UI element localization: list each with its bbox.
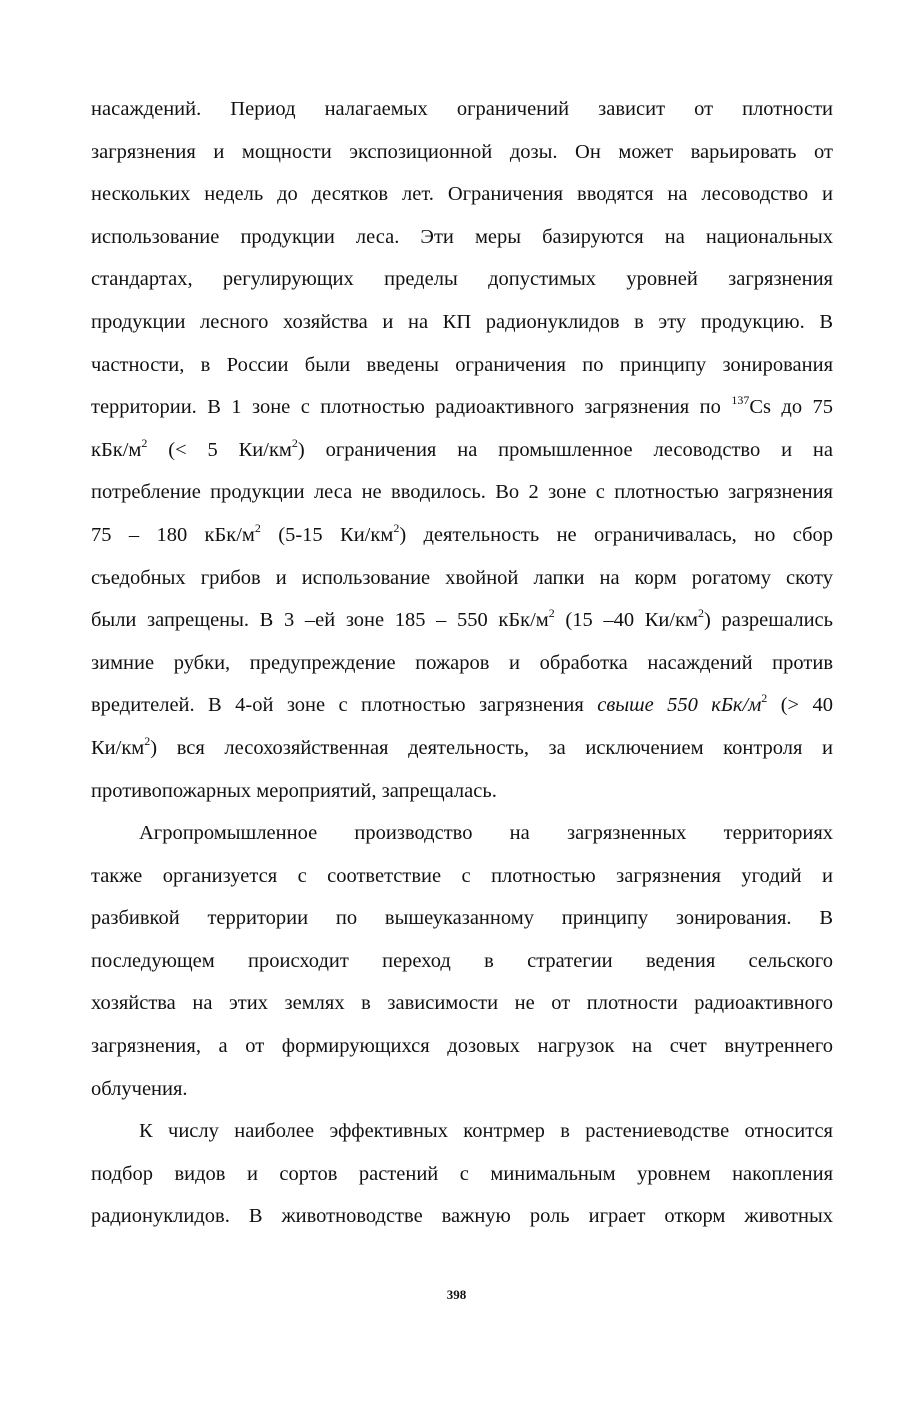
text-line: последующем происходит переход в стратегии ведения сельского	[91, 949, 833, 972]
text-line	[91, 684, 833, 727]
text-span: ) ограничения на промышленное лесоводство и на	[297, 438, 833, 461]
text-line: потребление продукции леса не вводилось. Во 2 зоне с плотностью загрязнения	[91, 481, 833, 504]
italic-span: свыше 550 кБк/м	[597, 694, 762, 717]
page-number: 398	[446, 1287, 467, 1302]
text-span: ) деятельность не ограничивалась, но сбор	[399, 523, 834, 546]
text-line: К числу наиболее эффективных контрмер в растениеводстве относится	[139, 1120, 833, 1143]
superscript: 2	[548, 606, 555, 621]
text-line: радионуклидов. В животноводстве важную роль играет откорм животных	[91, 1205, 833, 1228]
text-span: Cs до 75	[749, 396, 833, 419]
paragraph-countermeasures	[91, 1110, 833, 1238]
text-line	[91, 727, 833, 770]
text-line: продукции лесного хозяйства и на КП радионуклидов в эту продукцию. В	[91, 310, 833, 333]
text-line: использование продукции леса. Эти меры базируются на национальных	[91, 225, 833, 248]
text-line: разбивкой территории по вышеуказанному принципу зонирования. В	[91, 907, 833, 930]
superscript: 137	[731, 393, 750, 408]
paragraph-forest-restrictions	[91, 88, 833, 812]
text-line: хозяйства на этих землях в зависимости не от плотности радиоактивного	[91, 992, 833, 1015]
text-span: Ки/км	[91, 736, 145, 759]
text-span: ) вся лесохозяйственная деятельность, за исключением контроля и	[150, 736, 833, 759]
text-line: загрязнения и мощности экспозиционной дозы. Он может варьировать от	[91, 140, 833, 163]
text-line: противопожарных мероприятий, запрещалась.	[91, 779, 497, 802]
superscript: 2	[698, 606, 705, 621]
superscript: 2	[291, 435, 298, 450]
text-line: нескольких недель до десятков лет. Ограничения вводятся на лесоводство и	[91, 183, 833, 206]
superscript: 2	[761, 691, 768, 706]
superscript: 2	[144, 733, 151, 748]
text-line	[91, 429, 833, 472]
text-line: также организуется с соответствие с плотностью загрязнения угодий и	[91, 864, 833, 887]
text-span: (> 40	[767, 694, 833, 717]
text-span: вредителей. В 4-ой зоне с плотностью загрязнения	[91, 694, 598, 717]
text-line	[91, 386, 833, 429]
text-line: съедобных грибов и использование хвойной лапки на корм рогатому скоту	[91, 566, 833, 589]
text-line	[91, 599, 833, 642]
text-line: насаждений. Период налагаемых ограничений зависит от плотности	[91, 98, 833, 120]
text-line: облучения.	[91, 1077, 188, 1100]
text-line: подбор видов и сортов растений с минимальным уровнем накопления	[91, 1162, 833, 1185]
superscript: 2	[254, 520, 261, 535]
text-line: стандартах, регулирующих пределы допустимых уровней загрязнения	[91, 268, 833, 291]
text-span: 75 – 180 кБк/м	[91, 523, 255, 546]
text-span: кБк/м	[91, 438, 142, 461]
text-span: (5-15 Ки/км	[260, 523, 394, 546]
text-line: загрязнения, а от формирующихся дозовых нагрузок на счет внутреннего	[91, 1035, 833, 1058]
text-span: (15 –40 Ки/км	[554, 609, 699, 632]
text-line: частности, в России были введены ограничения по принципу зонирования	[91, 353, 833, 376]
text-line: зимние рубки, предупреждение пожаров и обработка насаждений против	[91, 651, 833, 674]
superscript: 2	[141, 435, 148, 450]
paragraph-agriculture	[91, 812, 833, 1110]
text-span: были запрещены. В 3 –ей зоне 185 – 550 кБк/м	[91, 609, 549, 632]
superscript: 2	[393, 520, 400, 535]
text-span: территории. В 1 зоне с плотностью радиоактивного загрязнения по	[91, 396, 732, 419]
text-span: (< 5 Ки/км	[147, 438, 292, 461]
text-span: ) разрешались	[704, 609, 833, 632]
text-line	[91, 514, 833, 557]
document-body	[91, 88, 833, 1238]
text-line: Агропромышленное производство на загрязненных территориях	[139, 822, 833, 845]
